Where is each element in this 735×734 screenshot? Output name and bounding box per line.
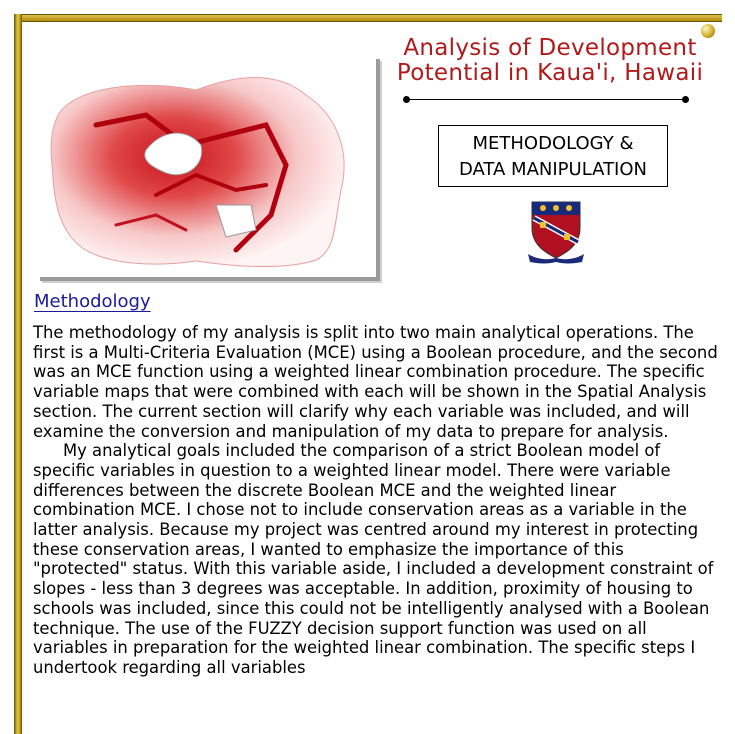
title-divider <box>403 98 689 102</box>
section-label-line-1: METHODOLOGY & <box>472 133 634 154</box>
university-crest-icon <box>526 198 586 264</box>
section-label-line-2: DATA MANIPULATION <box>458 159 648 180</box>
methodology-heading: Methodology <box>34 291 151 312</box>
paragraph-1: The methodology of my analysis is split into two main analytical operations. The first is a Multi-Criteria Evaluation (MCE) using a Boolean procedure, and the second was an MCE function using a weighted linear combination procedure. The specific variable maps that were combined with each will be shown in the Spatial Analysis section. The current section will clarify why each variable was included, and will examine the conversion and manipulation of my data to prepare for analysis. <box>33 323 718 441</box>
divider-dot-right <box>682 96 689 103</box>
divider-line <box>409 99 683 100</box>
section-label-box <box>438 125 668 187</box>
kauai-map-icon <box>36 55 376 277</box>
page-title-line-2: Potential in Kaua'i, Hawaii <box>396 60 704 86</box>
page-title-line-1: Analysis of Development <box>403 35 697 61</box>
page-title <box>380 36 720 86</box>
frame-left-bar <box>14 14 22 734</box>
body-text <box>33 323 723 678</box>
paragraph-2: My analytical goals included the comparison of a strict Boolean model of specific variables in question to a weighted linear model. There were variable differences between the discrete Boolean MCE and the weighted linear combination MCE. I chose not to include conservation areas as a variable in the latter analysis. Because my project was centred around my interest in protecting these conservation areas, I wanted to emphasize the importance of this "protected" status. With this variable aside, I included a development constraint of slopes - less than 3 degrees was acceptable. In addition, proximity of housing to schools was included, since this could not be intelligently analysed with a Boolean technique. The use of the FUZZY decision support function was used on all variables in preparation for the weighted linear combination. The specific steps I undertook regarding all variables <box>33 441 714 677</box>
kauai-map-image <box>36 55 376 277</box>
frame-top-bar <box>14 14 722 22</box>
